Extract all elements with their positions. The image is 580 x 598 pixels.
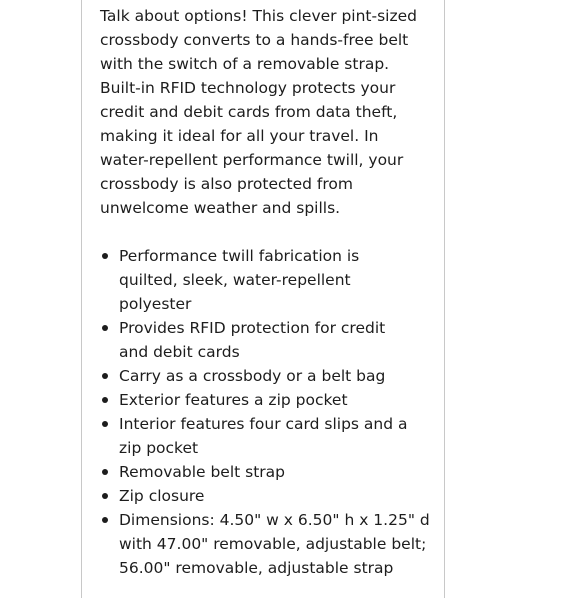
feature-item bbox=[100, 460, 440, 484]
bullet-icon bbox=[102, 325, 108, 331]
feature-text: Exterior features a zip pocket bbox=[119, 391, 348, 409]
bullet-icon bbox=[102, 397, 108, 403]
product-details-content bbox=[100, 4, 440, 580]
feature-item bbox=[100, 364, 440, 388]
feature-text: Zip closure bbox=[119, 487, 205, 505]
bullet-icon bbox=[102, 253, 108, 259]
feature-text: Performance twill fabrication is quilted, sleek, water-repellent polyester bbox=[119, 247, 360, 313]
bullet-icon bbox=[102, 469, 108, 475]
feature-text: Provides RFID protection for credit and debit cards bbox=[119, 319, 386, 361]
feature-text: Carry as a crossbody or a belt bag bbox=[119, 367, 386, 385]
feature-item bbox=[100, 412, 440, 460]
feature-item bbox=[100, 244, 440, 316]
product-description: Talk about options! This clever pint-sized crossbody converts to a hands-free belt with the switch of a removable strap. Built-in RFID technology protects your credit and debit cards from data theft, making it ideal for all your travel. In water-repellent performance twill, your crossbody is also protected from unwelcome weather and spills. bbox=[100, 7, 417, 217]
feature-text: Dimensions: 4.50" w x 6.50" h x 1.25" d with 47.00" removable, adjustable belt; 56.00" removable, adjustable strap bbox=[119, 511, 430, 577]
feature-item bbox=[100, 508, 440, 580]
bullet-icon bbox=[102, 421, 108, 427]
feature-list bbox=[100, 244, 440, 580]
bullet-icon bbox=[102, 517, 108, 523]
feature-item bbox=[100, 388, 440, 412]
feature-item bbox=[100, 316, 440, 364]
bullet-icon bbox=[102, 373, 108, 379]
bullet-icon bbox=[102, 493, 108, 499]
feature-item bbox=[100, 484, 440, 508]
feature-text: Interior features four card slips and a zip pocket bbox=[119, 415, 408, 457]
feature-text: Removable belt strap bbox=[119, 463, 286, 481]
product-details-panel bbox=[81, 0, 445, 598]
